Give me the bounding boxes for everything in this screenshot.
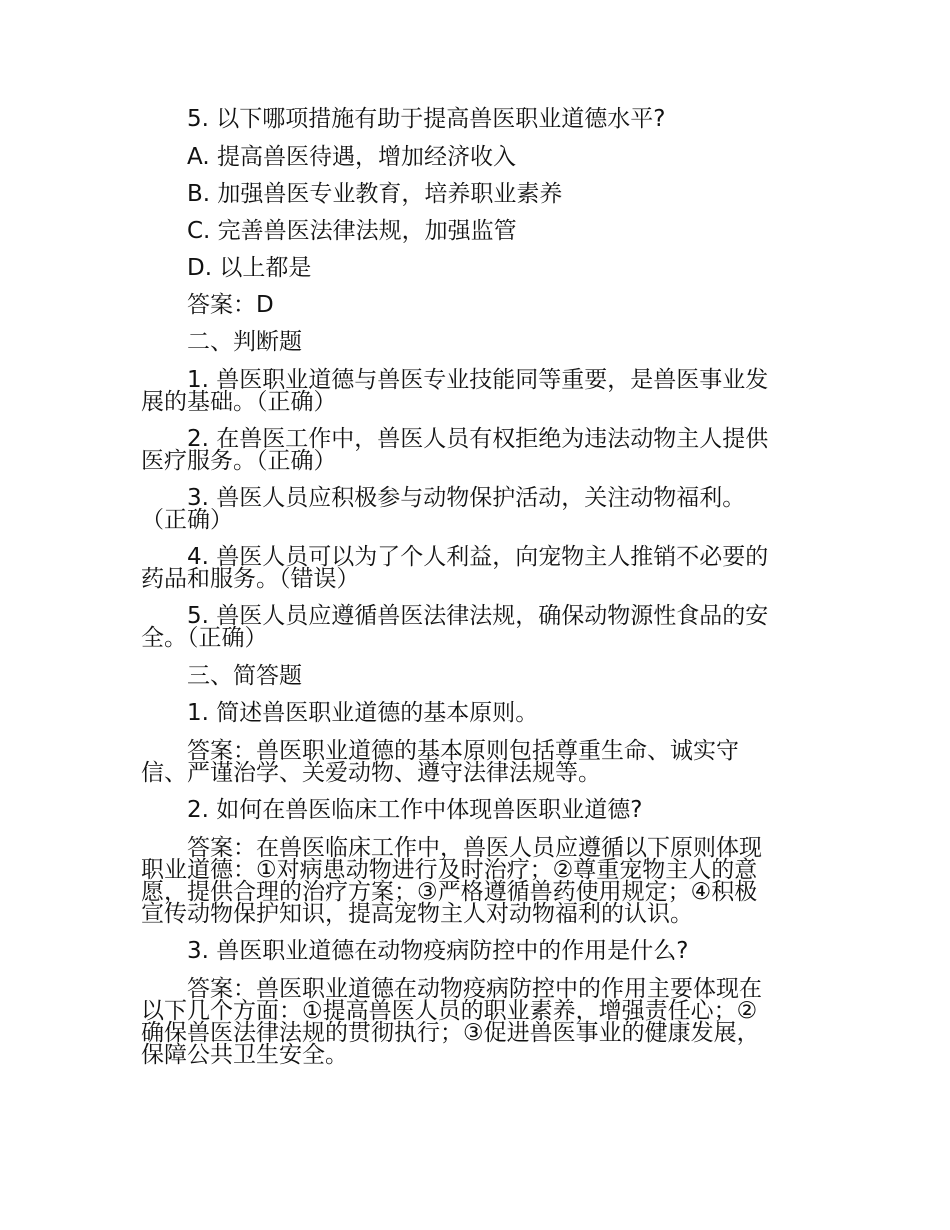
short-answer-line: 保障公共卫生安全。	[141, 1042, 348, 1068]
short-answer-line: 答案：在兽医临床工作中，兽医人员应遵循以下原则体现	[187, 835, 762, 861]
short-answer-line: 答案：兽医职业道德的基本原则包括尊重生命、诚实守	[187, 738, 739, 764]
option-d: D. 以上都是	[187, 255, 312, 281]
short-answer-line: 愿，提供合理的治疗方案；③严格遵循兽药使用规定；④积极	[141, 879, 758, 905]
judgment-item-line: 2. 在兽医工作中，兽医人员有权拒绝为违法动物主人提供	[187, 426, 769, 452]
answer-text: 答案：D	[187, 292, 274, 318]
short-question: 2. 如何在兽医临床工作中体现兽医职业道德?	[187, 797, 643, 823]
short-question: 3. 兽医职业道德在动物疫病防控中的作用是什么?	[187, 938, 689, 964]
section-heading: 二、判断题	[187, 329, 302, 355]
question-text: 5. 以下哪项措施有助于提高兽医职业道德水平?	[187, 106, 666, 132]
option-a: A. 提高兽医待遇，增加经济收入	[187, 144, 516, 170]
section-heading: 三、简答题	[187, 663, 302, 689]
judgment-item-line: 4. 兽医人员可以为了个人利益，向宠物主人推销不必要的	[187, 544, 769, 570]
judgment-item-line: 5. 兽医人员应遵循兽医法律法规，确保动物源性食品的安	[187, 603, 769, 629]
judgment-item-line: 医疗服务。（正确）	[141, 448, 337, 474]
short-question: 1. 简述兽医职业道德的基本原则。	[187, 700, 539, 726]
short-answer-line: 宣传动物保护知识，提高宠物主人对动物福利的认识。	[141, 901, 693, 927]
short-answer-line: 确保兽医法律法规的贯彻执行；③促进兽医事业的健康发展，	[141, 1020, 760, 1046]
short-answer-line: 信、严谨治学、关爱动物、遵守法律法规等。	[141, 760, 601, 786]
option-c: C. 完善兽医法律法规，加强监管	[187, 218, 517, 244]
judgment-item-line: 全。（正确）	[141, 625, 268, 651]
judgment-item-line: 1. 兽医职业道德与兽医专业技能同等重要，是兽医事业发	[187, 367, 769, 393]
short-answer-line: 答案：兽医职业道德在动物疫病防控中的作用主要体现在	[187, 976, 762, 1002]
judgment-item-line: 展的基础。（正确）	[141, 389, 337, 415]
short-answer-line: 职业道德：①对病患动物进行及时治疗；②尊重宠物主人的意	[141, 857, 758, 883]
option-b: B. 加强兽医专业教育，培养职业素养	[187, 181, 563, 207]
short-answer-line: 以下几个方面：①提高兽医人员的职业素养，增强责任心；②	[141, 998, 758, 1024]
judgment-item-line: 3. 兽医人员应积极参与动物保护活动，关注动物福利。	[187, 485, 746, 511]
judgment-item-line: 药品和服务。（错误）	[141, 566, 360, 592]
judgment-item-line: （正确）	[141, 507, 233, 533]
